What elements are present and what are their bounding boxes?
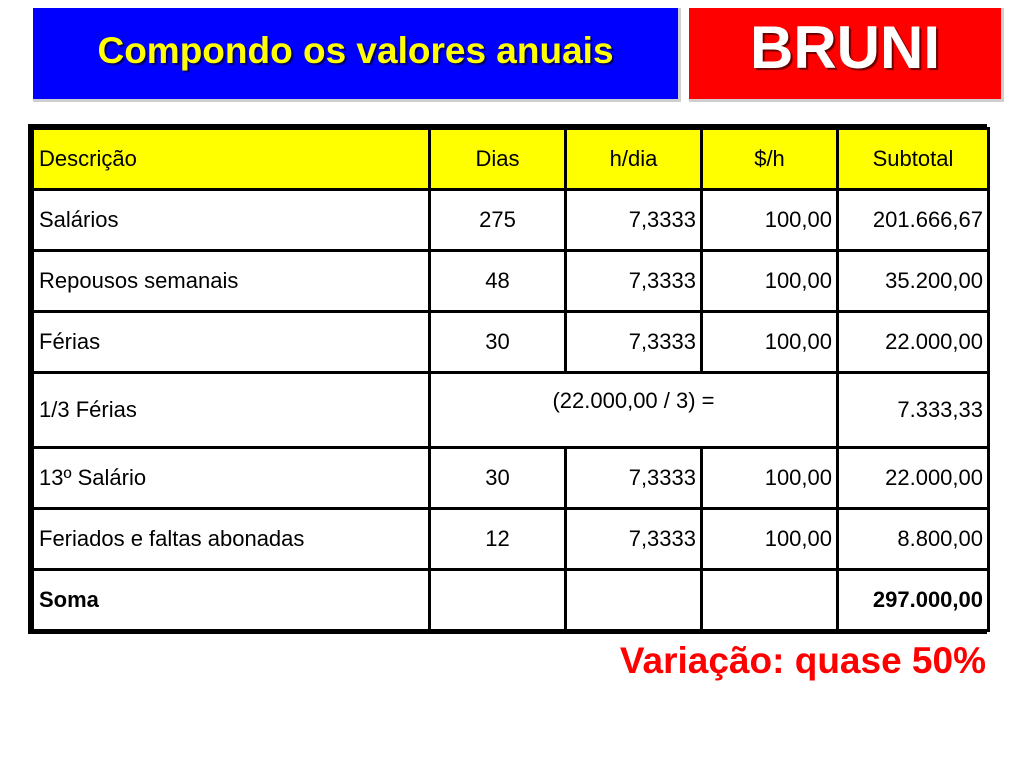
table-row (33, 251, 989, 312)
cell-valor-hora: 100,00 (702, 312, 838, 373)
cell-subtotal: 22.000,00 (838, 448, 989, 509)
cell-dias: 30 (430, 448, 566, 509)
cell-descricao: Salários (33, 190, 430, 251)
cell-descricao: Repousos semanais (33, 251, 430, 312)
cell-subtotal: 8.800,00 (838, 509, 989, 570)
cell-empty (430, 570, 566, 631)
values-table-frame (28, 124, 987, 634)
cell-valor-hora: 100,00 (702, 448, 838, 509)
cell-h-dia: 7,3333 (566, 448, 702, 509)
column-header-descricao: Descrição (33, 129, 430, 190)
total-value: 297.000,00 (838, 570, 989, 631)
cell-h-dia: 7,3333 (566, 312, 702, 373)
cell-empty (566, 570, 702, 631)
cell-formula: (22.000,00 / 3) = (430, 373, 838, 448)
table-row (33, 373, 989, 448)
cell-h-dia: 7,3333 (566, 509, 702, 570)
column-header-subtotal: Subtotal (838, 129, 989, 190)
brand-banner (689, 8, 1004, 102)
title-banner (33, 8, 681, 102)
table-row (33, 312, 989, 373)
cell-subtotal: 201.666,67 (838, 190, 989, 251)
total-label: Soma (33, 570, 430, 631)
cell-subtotal: 35.200,00 (838, 251, 989, 312)
cell-h-dia: 7,3333 (566, 190, 702, 251)
column-header-valor-hora: $/h (702, 129, 838, 190)
table-row (33, 509, 989, 570)
variation-note: Variação: quase 50% (619, 640, 986, 681)
brand-logo-text: BRUNI (750, 14, 940, 81)
cell-valor-hora: 100,00 (702, 509, 838, 570)
cell-h-dia: 7,3333 (566, 251, 702, 312)
cell-descricao: Feriados e faltas abonadas (33, 509, 430, 570)
table-row (33, 448, 989, 509)
annual-values-table (31, 127, 990, 632)
column-header-h-dia: h/dia (566, 129, 702, 190)
column-header-dias: Dias (430, 129, 566, 190)
cell-descricao: 13º Salário (33, 448, 430, 509)
cell-dias: 48 (430, 251, 566, 312)
cell-valor-hora: 100,00 (702, 251, 838, 312)
cell-descricao: 1/3 Férias (33, 373, 430, 448)
table-row (33, 190, 989, 251)
cell-valor-hora: 100,00 (702, 190, 838, 251)
cell-dias: 30 (430, 312, 566, 373)
page-title: Compondo os valores anuais (97, 29, 614, 71)
cell-subtotal: 7.333,33 (838, 373, 989, 448)
table-total-row (33, 570, 989, 631)
cell-descricao: Férias (33, 312, 430, 373)
cell-dias: 275 (430, 190, 566, 251)
cell-subtotal: 22.000,00 (838, 312, 989, 373)
table-header-row (33, 129, 989, 190)
cell-empty (702, 570, 838, 631)
cell-dias: 12 (430, 509, 566, 570)
